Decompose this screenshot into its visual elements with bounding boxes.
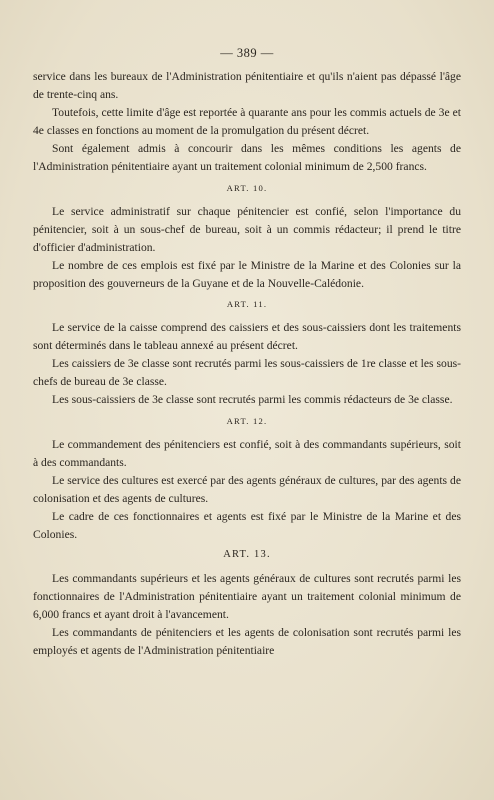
- paragraph: Les caissiers de 3e classe sont recrutés parmi les sous-caissiers de 1re classe et les sous-chefs de bureau de 3e classe.: [33, 357, 461, 389]
- paragraph: Le service administratif sur chaque pénitencier est confié, selon l'importance du pénitencier, soit à un sous-chef de bureau, soit à un commis rédacteur; il prend le titre d'officier d'administration.: [33, 204, 461, 254]
- paragraph: Le commandement des pénitenciers est confié, soit à des commandants supérieurs, soit à des commandants.: [33, 437, 461, 469]
- article-heading: ART. 11.: [226, 299, 268, 310]
- page-number: — 389 —: [220, 46, 274, 60]
- paragraph: Sont également admis à concourir dans les mêmes conditions les agents de l'Administration pénitentiaire ayant un traitement colonial minimum de 2,500 francs.: [33, 142, 461, 174]
- article-heading: ART. 10.: [226, 182, 268, 193]
- article-heading: ART. 13.: [223, 549, 271, 561]
- paragraph: Le nombre de ces emplois est fixé par le Ministre de la Marine et des Colonies sur la proposition des gouverneurs de la Guyane et de la Nouvelle-Calédonie.: [33, 258, 461, 290]
- paragraph: Les sous-caissiers de 3e classe sont recrutés parmi les commis rédacteurs de 3e classe.: [52, 393, 453, 407]
- paragraph: Les commandants supérieurs et les agents généraux de cultures sont recrutés parmi les fonctionnaires de l'Administration pénitentiaire ayant un traitement colonial minimum de 6,000 francs et ayant droit à l'avancement.: [33, 572, 461, 622]
- body-text: [33, 68, 461, 661]
- paragraph: service dans les bureaux de l'Administration pénitentiaire et qu'ils n'aient pas dépassé l'âge de trente-cinq ans.: [33, 70, 461, 102]
- paragraph: Les commandants de pénitenciers et les agents de colonisation sont recrutés parmi les employés et agents de l'Administration pénitentiaire: [33, 626, 461, 658]
- paragraph: Le cadre de ces fonctionnaires et agents est fixé par le Ministre de la Marine et des Colonies.: [33, 509, 461, 541]
- paragraph: Le service de la caisse comprend des caissiers et des sous-caissiers dont les traitements sont déterminés dans le tableau annexé au présent décret.: [33, 321, 461, 353]
- article-heading: ART. 12.: [226, 415, 268, 426]
- paragraph: Toutefois, cette limite d'âge est reportée à quarante ans pour les commis actuels de 3e et 4e classes en fonctions au moment de la promulgation du présent décret.: [33, 106, 461, 138]
- paragraph: Le service des cultures est exercé par des agents généraux de cultures, par des agents de colonisation et des agents de cultures.: [33, 473, 461, 505]
